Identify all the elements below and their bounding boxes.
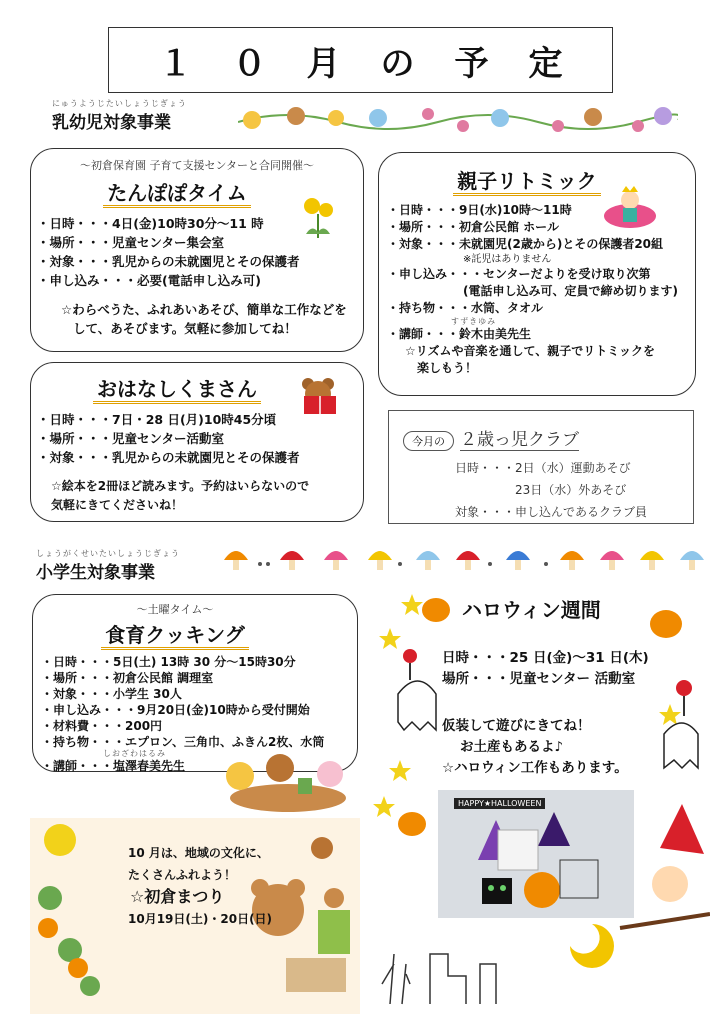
club-line: 日時・・・2日（水）運動あそび <box>455 461 631 475</box>
tanpopo-note: して、あそびます。気軽に参加してね！ <box>73 321 297 336</box>
cooking-instructor-ruby: しおざわはるみ <box>103 749 166 758</box>
festival-date: 10月19日(土)・20日(日) <box>128 912 273 926</box>
tanpopo-line: ・申し込み・・・必要(電話申し込み可) <box>37 273 261 288</box>
photo-caption: HAPPY★HALLOWEEN <box>454 798 545 809</box>
rhythmic-note: ☆リズムや音楽を通して、親子でリトミックを <box>405 344 656 358</box>
halloween-date: 日時・・・25 日(金)～31 日(木) <box>442 650 649 666</box>
halloween-note: お土産もあるよ♪ <box>460 739 564 755</box>
cooking-subtitle: ～土曜タイム～ <box>136 603 214 616</box>
cooking-line: ・持ち物・・・エプロン、三角巾、ふきん2枚、水筒 <box>41 735 325 749</box>
dancing-child-icon <box>602 186 658 230</box>
animal-garland-decoration <box>238 100 678 138</box>
tanpopo-line: ・対象・・・乳児からの未就園児とその保護者 <box>37 254 300 269</box>
rhythmic-line: ・場所・・・初倉公民館 ホール <box>387 220 559 234</box>
halloween-place: 場所・・・児童センター 活動室 <box>442 671 636 687</box>
bear-reading-icon <box>298 376 342 416</box>
ohanashi-line: ・日時・・・7日・28 日(月)10時45分頃 <box>37 412 277 427</box>
dandelion-icon <box>298 194 338 240</box>
cooking-line: ・対象・・・小学生 30人 <box>41 687 182 701</box>
club-line: 23日（水）外あそび <box>515 483 627 497</box>
tanpopo-note: ☆わらべうた、ふれあいあそび、簡単な工作などを <box>61 302 347 317</box>
hatsukura-festival-box <box>30 818 360 1014</box>
elementary-section-ruby: しょうがくせいたいしょうじぎょう <box>36 549 180 558</box>
club-title: ２歳っ児クラブ <box>460 425 579 451</box>
rhythmic-line: (電話申し込み可、定員で締め切ります) <box>463 284 678 298</box>
infant-section-ruby: にゅうようじたいしょうじぎょう <box>52 99 187 108</box>
rhythmic-line: ・対象・・・未就園児(2歳から)とその保護者20組 <box>387 237 664 251</box>
ohanashi-line: ・場所・・・児童センター活動室 <box>37 431 225 446</box>
halloween-title: ハロウィン週間 <box>462 598 601 622</box>
rhythmic-instructor: ・講師・・・鈴木由美先生 <box>387 327 532 341</box>
tanpopo-line: ・場所・・・児童センター集会室 <box>37 235 225 250</box>
ohanashi-note: 気軽にきてくださいね！ <box>51 498 184 512</box>
club-tag: 今月の <box>403 431 454 451</box>
animals-cooking-illustration <box>218 748 356 814</box>
rhythmic-title: 親子リトミック <box>453 169 601 196</box>
ohanashi-note: ☆絵本を2冊ほど読みます。予約はいらないので <box>51 479 310 493</box>
two-year-old-club-box <box>388 410 694 524</box>
tanpopo-subtitle: ～初倉保育園 子育て支援センターと合同開催～ <box>79 159 315 172</box>
tanpopo-line: ・日時・・・4日(金)10時30分～11 時 <box>37 216 264 231</box>
rhythmic-line: ・日時・・・9日(水)10時～11時 <box>387 203 572 217</box>
club-line: 対象・・・申し込んであるクラブ員 <box>455 505 648 519</box>
tanpopo-time-box <box>30 148 364 352</box>
cooking-title: 食育クッキング <box>101 623 248 650</box>
halloween-decorations <box>370 584 710 1014</box>
rhythmic-line: ・持ち物・・・水筒、タオル <box>387 301 544 315</box>
halloween-note: 仮装して遊びにきてね！ <box>442 718 591 734</box>
tanpopo-title: たんぽぽタイム <box>103 181 251 208</box>
food-cooking-box <box>32 594 358 772</box>
ohanashi-line: ・対象・・・乳児からの未就園児とその保護者 <box>37 450 300 465</box>
rhythmic-note: 楽しもう！ <box>417 361 478 375</box>
festival-line: たくさんふれよう！ <box>128 868 237 882</box>
cooking-line: ・申し込み・・・9月20日(金)10時から受付開始 <box>41 703 310 717</box>
festival-line: 10 月は、地域の文化に、 <box>128 846 269 860</box>
halloween-section <box>370 584 710 1014</box>
infant-section-heading: 乳幼児対象事業 <box>52 113 171 133</box>
rhythmic-small-note: ※託児はありません <box>463 254 552 265</box>
cooking-line: ・材料費・・・200円 <box>41 719 163 733</box>
cooking-line: ・日時・・・5日(土) 13時 30 分～15時30分 <box>41 655 296 669</box>
page-title: １０月の予定 <box>108 27 613 93</box>
cooking-instructor: ・講師・・・塩澤春美先生 <box>41 759 186 773</box>
halloween-note: ☆ハロウィン工作もあります。 <box>442 760 628 776</box>
festival-name: ☆初倉まつり <box>130 887 225 906</box>
cooking-line: ・場所・・・初倉公民館 調理室 <box>41 671 214 685</box>
instructor-ruby: すずきゆみ <box>451 317 497 326</box>
rhythmic-line: ・申し込み・・・センターだよりを受け取り次第 <box>387 267 651 281</box>
ohanashi-title: おはなしくまさん <box>93 377 261 404</box>
mushroom-garland-decoration <box>220 542 710 578</box>
elementary-section-heading: 小学生対象事業 <box>36 563 155 583</box>
